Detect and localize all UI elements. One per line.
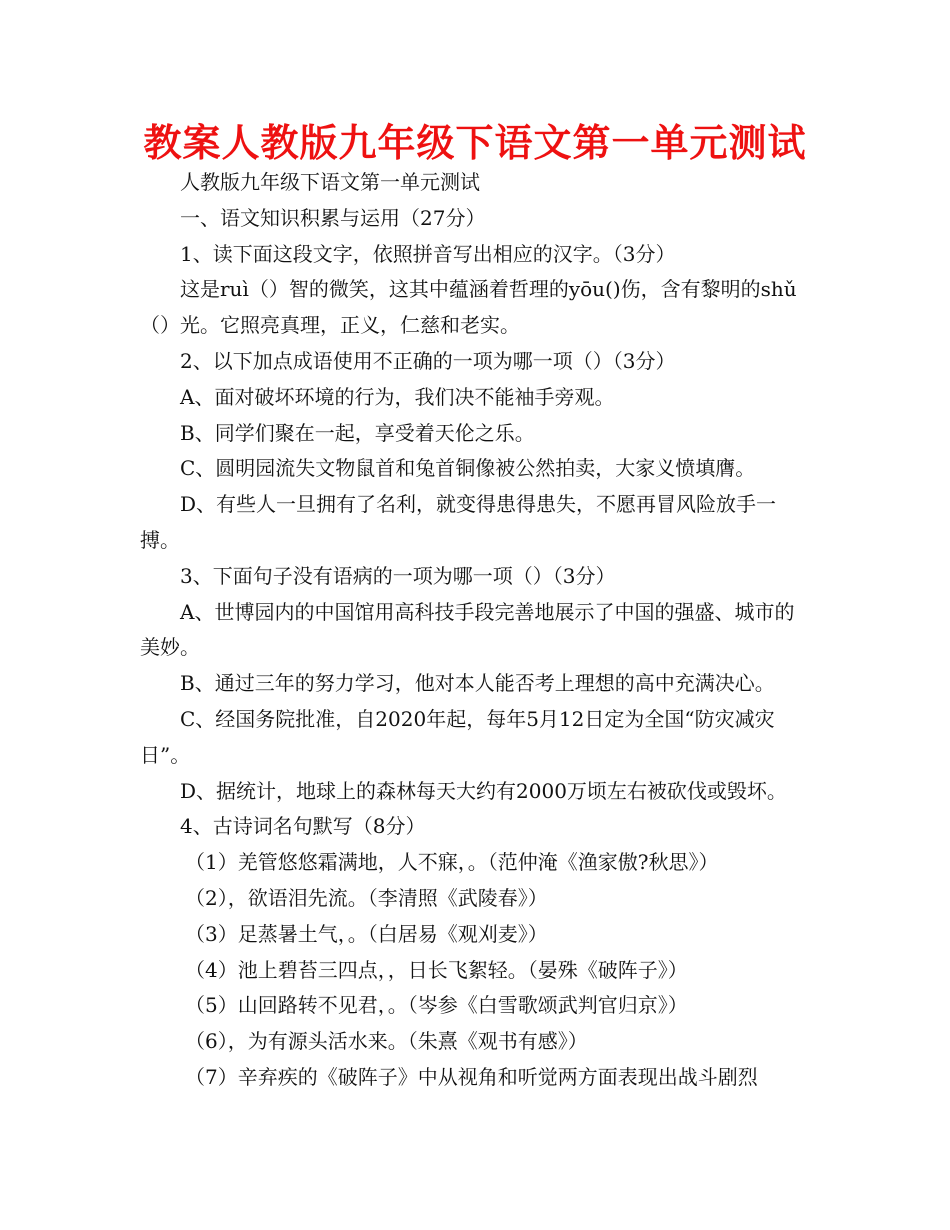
- doc-subtitle: 人教版九年级下语文第一单元测试: [180, 170, 480, 194]
- question-1: 1、读下面这段文字，依照拼音写出相应的汉字。（3分）: [180, 241, 676, 266]
- document-body: [140, 165, 812, 1096]
- question-2-option-c: C、圆明园流失文物鼠首和兔首铜像被公然拍卖，大家义愤填膺。: [180, 456, 756, 481]
- poem-line-4: （4）池上碧苔三四点，，日长飞絮轻。（晏殊《破阵子》）: [185, 957, 688, 982]
- poem-line-2: （2），欲语泪先流。（李清照《武陵春》）: [185, 885, 548, 910]
- poem-line-5: （5）山回路转不见君，。（岑参《白雪歌颂武判官归京》）: [185, 993, 688, 1018]
- poem-line-1: （1）羌管悠悠霜满地，人不寐，。（范仲淹《渔家傲?秋思》）: [185, 850, 719, 875]
- question-3-option-b: B、通过三年的努力学习，他对本人能否考上理想的高中充满决心。: [180, 671, 775, 696]
- question-3-option-c: C、经国务院批准，自2020年起，每年5月12日定为全国“防灾减灾日”。: [140, 706, 775, 767]
- question-1-passage: 这是ruì（）智的微笑，这其中蕴涵着哲理的yōu()伤，含有黎明的shǔ（）光。它照亮真理，正义，仁慈和老实。: [140, 277, 797, 338]
- document-title: 教案人教版九年级下语文第一单元测试: [143, 121, 807, 165]
- question-3-option-d: D、据统计，地球上的森林每天大约有2000万顷左右被砍伐或毁坏。: [180, 778, 787, 803]
- question-2-option-a: A、面对破坏环境的行为，我们决不能袖手旁观。: [180, 384, 615, 409]
- question-2-option-b: B、同学们聚在一起，享受着天伦之乐。: [180, 420, 535, 445]
- question-3-option-a: A、世博园内的中国馆用高科技手段完善地展示了中国的强盛、城市的美妙。: [140, 599, 795, 660]
- question-2: 2、以下加点成语使用不正确的一项为哪一项（）（3分）: [180, 348, 676, 373]
- section-heading: 一、语文知识积累与运用（27分）: [180, 205, 486, 230]
- question-2-option-d: D、有些人一旦拥有了名利，就变得患得患失，不愿再冒风险放手一搏。: [140, 492, 777, 552]
- poem-line-6: （6），为有源头活水来。（朱熹《观书有感》）: [185, 1029, 588, 1054]
- question-3: 3、下面句子没有语病的一项为哪一项（）（3分）: [180, 563, 616, 588]
- question-4: 4、古诗词名句默写（8分）: [180, 814, 426, 839]
- poem-line-7: （7）辛弃疾的《破阵子》中从视角和听觉两方面表现出战斗剧烈: [185, 1064, 758, 1089]
- poem-line-3: （3）足蒸暑土气，。（白居易《观刈麦》）: [185, 921, 548, 946]
